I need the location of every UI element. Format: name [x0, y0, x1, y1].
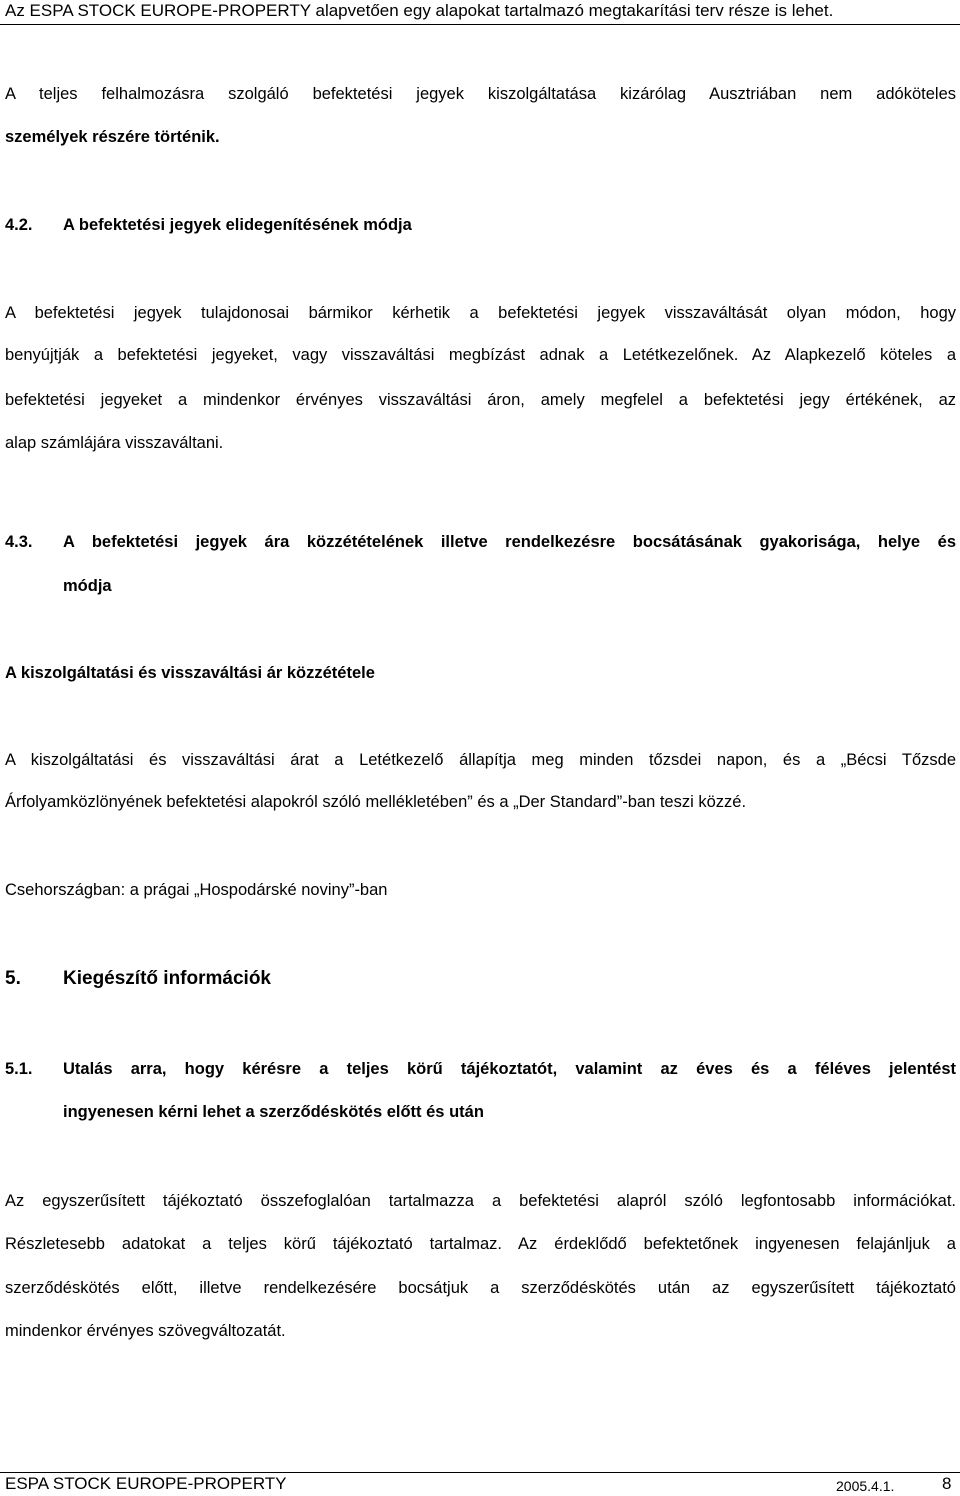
section-4-2-para-line-1: A befektetési jegyek tulajdonosai bármikor kérhetik a befektetési jegyek visszaváltását olyan módon, hogy [5, 304, 956, 322]
header-bar [0, 0, 960, 25]
section-4-2-para-line-4: alap számlájára visszaváltani. [5, 434, 224, 452]
section-5-1-title-line-2: ingyenesen kérni lehet a szerződéskötés előtt és után [63, 1103, 484, 1121]
footer-date: 2005.4.1. [836, 1478, 895, 1494]
section-5-1-number: 5.1. [5, 1060, 33, 1078]
section-4-2-number: 4.2. [5, 216, 33, 234]
section-4-3-para-line-2: Árfolyamközlönyének befektetési alapokról szóló mellékletében” és a „Der Standard”-ban teszi közzé. [5, 793, 747, 811]
header-text: Az ESPA STOCK EUROPE-PROPERTY alapvetően egy alapokat tartalmazó megtakarítási terv része is lehet. [5, 1, 834, 20]
section-5-number: 5. [5, 968, 21, 989]
section-5-1-para-line-4: mindenkor érvényes szövegváltozatát. [5, 1322, 286, 1340]
section-4-3-para-line-1: A kiszolgáltatási és visszaváltási árat a Letétkezelő állapítja meg minden tőzsdei napon, és a „Bécsi Tőzsde [5, 751, 956, 769]
section-4-3-subheading: A kiszolgáltatási és visszaváltási ár közzététele [5, 664, 375, 682]
section-4-3-title-line-2: módja [63, 577, 112, 595]
footer-rule [0, 1472, 960, 1473]
section-5-1-title-line-1: Utalás arra, hogy kérésre a teljes körű tájékoztatót, valamint az éves és a féléves jelentést [63, 1060, 956, 1078]
section-5-title: Kiegészítő információk [63, 968, 271, 989]
footer-title: ESPA STOCK EUROPE-PROPERTY [5, 1474, 287, 1493]
footer-page-number: 8 [942, 1474, 952, 1493]
intro-line-1: A teljes felhalmozásra szolgáló befektetési jegyek kiszolgáltatása kizárólag Ausztriában nem adóköteles [5, 85, 956, 103]
intro-line-2: személyek részére történik. [5, 128, 220, 146]
section-4-2-para-line-2: benyújtják a befektetési jegyeket, vagy visszaváltási megbízást adnak a Letétkezelőnek. Az Alapkezelő köteles a [5, 346, 956, 364]
section-4-3-number: 4.3. [5, 533, 33, 551]
section-4-2-para-line-3: befektetési jegyeket a mindenkor érvényes visszaváltási áron, amely megfelel a befektetési jegy értékének, az [5, 391, 956, 409]
section-4-3-title-line-1: A befektetési jegyek ára közzétételének illetve rendelkezésre bocsátásának gyakorisága, helye és [63, 533, 956, 551]
section-4-2-title: A befektetési jegyek elidegenítésének módja [63, 216, 412, 234]
section-4-3-czech-line: Csehországban: a prágai „Hospodárské noviny”-ban [5, 881, 388, 899]
section-5-1-para-line-2: Részletesebb adatokat a teljes körű tájékoztató tartalmaz. Az érdeklődő befektetőnek ingyenesen felajánljuk a [5, 1235, 956, 1253]
section-5-1-para-line-3: szerződéskötés előtt, illetve rendelkezésére bocsátjuk a szerződéskötés után az egyszerűsített tájékoztató [5, 1279, 956, 1297]
section-5-1-para-line-1: Az egyszerűsített tájékoztató összefoglalóan tartalmazza a befektetési alapról szóló legfontosabb információkat. [5, 1192, 956, 1210]
